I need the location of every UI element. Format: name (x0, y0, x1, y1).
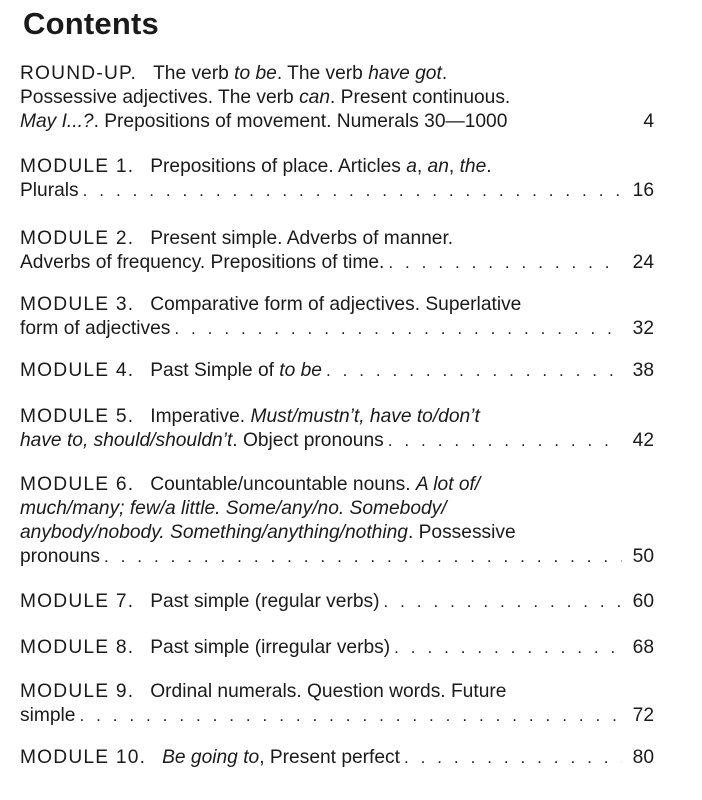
toc-line (20, 110, 654, 134)
page-title: Contents (23, 6, 159, 41)
dot-leader (400, 746, 622, 770)
dot-leader (100, 545, 622, 569)
entry-label: MODULE 7. (20, 591, 135, 612)
toc-entry[interactable] (20, 62, 654, 134)
entry-label: MODULE 6. (20, 474, 135, 495)
toc-entry[interactable] (20, 473, 654, 569)
page-number: 50 (632, 546, 654, 567)
page-number: 80 (632, 747, 654, 768)
entry-label: MODULE 2. (20, 228, 135, 249)
entry-text: simple (20, 705, 76, 726)
toc-line (20, 636, 654, 660)
entry-text: MODULE 10. Be going to, Present perfect (20, 747, 400, 768)
entry-label: ROUND-UP. (20, 63, 138, 84)
entry-label: MODULE 10. (20, 747, 147, 768)
toc-line (20, 293, 654, 317)
toc-line (20, 590, 654, 614)
entry-text: pronouns (20, 546, 101, 567)
page-number: 42 (632, 430, 654, 451)
toc-line (20, 704, 654, 728)
toc-entry[interactable] (20, 227, 654, 275)
entry-label: MODULE 8. (20, 637, 135, 658)
entry-label: MODULE 3. (20, 294, 135, 315)
entry-text: MODULE 6. Countable/uncountable nouns. A lot of/ (20, 474, 481, 495)
page-number: 72 (632, 705, 654, 726)
toc-entry[interactable] (20, 636, 654, 660)
entry-text: Adverbs of frequency. Prepositions of time. (20, 252, 385, 273)
entry-text: MODULE 4. Past Simple of to be (20, 360, 322, 381)
entry-text: MODULE 8. Past simple (irregular verbs) (20, 637, 391, 658)
toc-line (20, 155, 654, 179)
toc-line (20, 746, 654, 770)
entry-text: much/many; few/a little. Some/any/no. Somebody/ (20, 498, 447, 519)
toc-entry[interactable] (20, 155, 654, 203)
toc-line (20, 521, 654, 545)
entry-text: MODULE 2. Present simple. Adverbs of manner. (20, 228, 454, 249)
dot-leader (79, 179, 622, 203)
toc-line (20, 429, 654, 453)
entry-text: Plurals (20, 180, 79, 201)
entry-label: MODULE 1. (20, 156, 135, 177)
toc-line (20, 680, 654, 704)
page-number: 16 (632, 180, 654, 201)
dot-leader (75, 704, 622, 728)
page-number: 32 (632, 318, 654, 339)
dot-leader (384, 429, 622, 453)
dot-leader (322, 359, 622, 383)
toc-entry[interactable] (20, 405, 654, 453)
toc-line (20, 179, 654, 203)
dot-leader (380, 590, 623, 614)
entry-text: MODULE 7. Past simple (regular verbs) (20, 591, 380, 612)
page-number: 60 (632, 591, 654, 612)
entry-text: May I...?. Prepositions of movement. Numerals 30—1000 (20, 111, 508, 132)
toc-line (20, 359, 654, 383)
entry-text: MODULE 3. Comparative form of adjectives. Superlative (20, 294, 522, 315)
page-number: 24 (632, 252, 654, 273)
page-number: 68 (632, 637, 654, 658)
toc-line (20, 497, 654, 521)
page-number: 38 (632, 360, 654, 381)
toc-entry[interactable] (20, 680, 654, 728)
entry-text: have to, should/shouldn’t. Object pronouns (20, 430, 384, 451)
entry-text: Possessive adjectives. The verb can. Present continuous. (20, 87, 511, 108)
entry-label: MODULE 9. (20, 681, 135, 702)
dot-leader (384, 251, 622, 275)
toc-entry[interactable] (20, 590, 654, 614)
toc-entry[interactable] (20, 359, 654, 383)
page-number: 4 (643, 111, 654, 132)
entry-text: MODULE 1. Prepositions of place. Articles a, an, the. (20, 156, 492, 177)
toc-line (20, 251, 654, 275)
entry-label: MODULE 5. (20, 406, 135, 427)
toc-line (20, 473, 654, 497)
toc-line (20, 62, 654, 86)
entry-text: form of adjectives (20, 318, 171, 339)
toc-line (20, 86, 654, 110)
entry-text: anybody/nobody. Something/anything/nothing. Possessive (20, 522, 516, 543)
entry-text: ROUND-UP. The verb to be. The verb have got. (20, 63, 448, 84)
dot-leader (390, 636, 622, 660)
toc-line (20, 545, 654, 569)
toc-entry[interactable] (20, 746, 654, 770)
entry-text: MODULE 9. Ordinal numerals. Question words. Future (20, 681, 507, 702)
toc-line (20, 317, 654, 341)
entry-label: MODULE 4. (20, 360, 135, 381)
entry-text: MODULE 5. Imperative. Must/mustn’t, have to/don’t (20, 406, 480, 427)
dot-leader (170, 317, 622, 341)
toc-line (20, 405, 654, 429)
leader-spacer (507, 110, 622, 134)
toc-entry[interactable] (20, 293, 654, 341)
toc-line (20, 227, 654, 251)
